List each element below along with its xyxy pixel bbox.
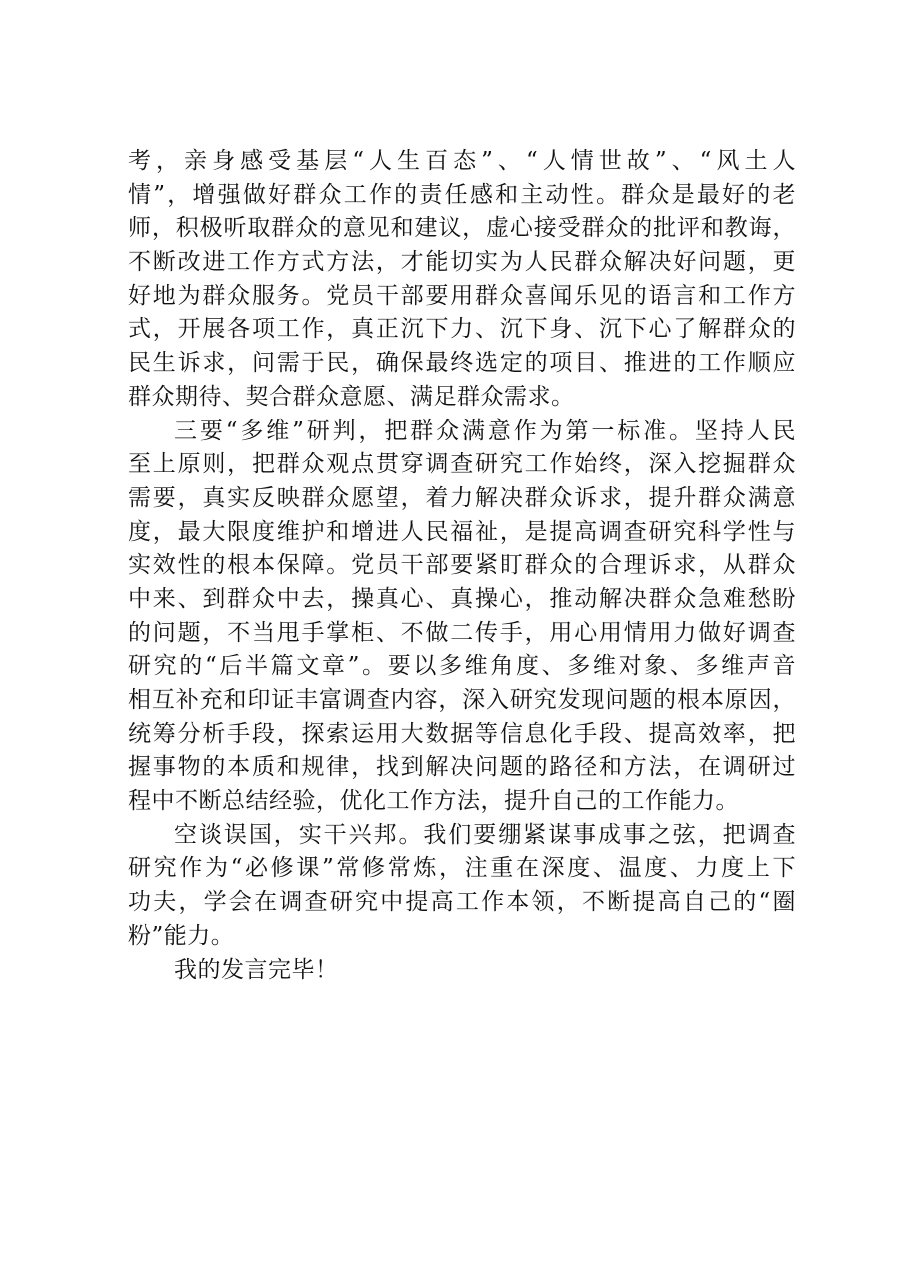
document-body	[128, 145, 796, 987]
text-line: 不断改进工作方式方法，才能切实为人民群众解决好问题，更	[128, 249, 796, 276]
paragraph	[128, 415, 796, 819]
text-line: 握事物的本质和规律，找到解决问题的路径和方法，在调研过	[128, 754, 796, 781]
text-line: 中来、到群众中去，操真心、真操心，推动解决群众急难愁盼	[128, 585, 796, 612]
text-line: 情”，增强做好群众工作的责任感和主动性。群众是最好的老	[128, 181, 796, 208]
text-line: 程中不断总结经验，优化工作方法，提升自己的工作能力。	[128, 788, 739, 815]
text-line: 群众期待、契合群众意愿、满足群众需求。	[128, 383, 575, 410]
text-line: 研究作为“必修课”常修常炼，注重在深度、温度、力度上下	[128, 855, 796, 882]
text-line: 功夫，学会在调查研究中提高工作本领，不断提高自己的“圈	[128, 889, 796, 916]
text-line: 实效性的根本保障。党员干部要紧盯群众的合理诉求，从群众	[128, 552, 796, 579]
text-line: 需要，真实反映群众愿望，着力解决群众诉求，提升群众满意	[128, 484, 796, 511]
text-line: 的问题，不当甩手掌柜、不做二传手，用心用情用力做好调查	[128, 619, 796, 646]
text-line: 空谈误国，实干兴邦。我们要绷紧谋事成事之弦，把调查	[174, 821, 796, 848]
text-line: 相互补充和印证丰富调查内容，深入研究发现问题的根本原因，	[128, 687, 796, 713]
text-line: 统筹分析手段，探索运用大数据等信息化手段、提高效率，把	[128, 720, 796, 747]
text-line: 研究的“后半篇文章”。要以多维角度、多维对象、多维声音	[128, 653, 796, 680]
text-line: 三要“多维”研判，把群众满意作为第一标准。坚持人民	[174, 417, 796, 444]
text-line: 度，最大限度维护和增进人民福祉，是提高调查研究科学性与	[128, 518, 796, 545]
text-line: 师，积极听取群众的意见和建议，虚心接受群众的批评和教诲，	[128, 215, 796, 242]
paragraph	[128, 145, 796, 415]
text-line: 至上原则，把群众观点贯穿调查研究工作始终，深入挖掘群众	[128, 451, 796, 478]
text-line: 考，亲身感受基层“人生百态”、“人情世故”、“风土人	[128, 148, 796, 174]
text-line: 式，开展各项工作，真正沉下力、沉下身、沉下心了解群众的	[128, 316, 796, 343]
text-line: 我的发言完毕！	[174, 956, 339, 983]
paragraph	[128, 819, 796, 954]
text-line: 民生诉求，问需于民，确保最终选定的项目、推进的工作顺应	[128, 350, 796, 377]
text-line: 粉”能力。	[128, 922, 235, 949]
paragraph	[128, 954, 796, 988]
text-line: 好地为群众服务。党员干部要用群众喜闻乐见的语言和工作方	[128, 282, 796, 309]
